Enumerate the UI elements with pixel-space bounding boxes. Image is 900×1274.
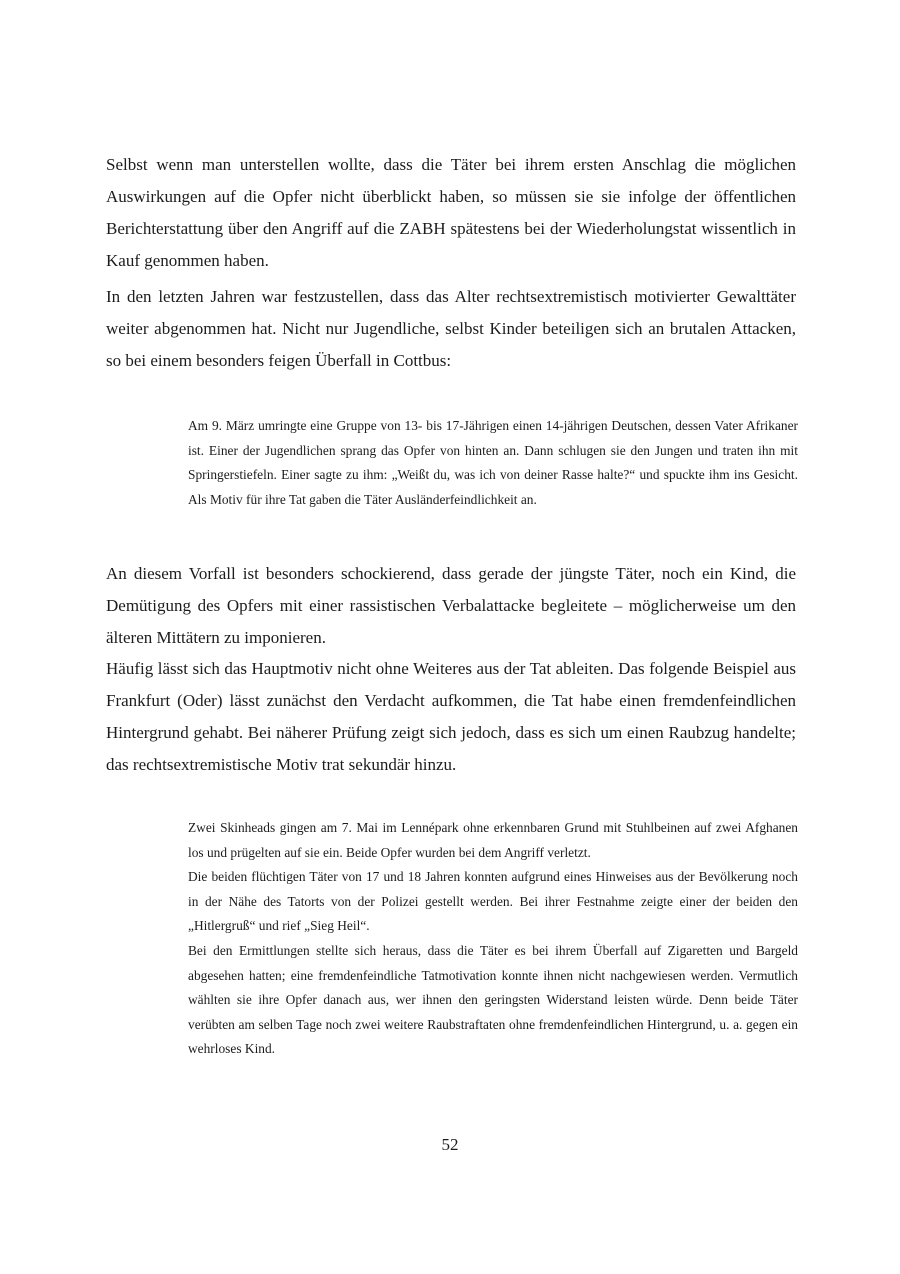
- quote-paragraph: Am 9. März umringte eine Gruppe von 13- bis 17-Jährigen einen 14-jährigen Deutschen, dessen Vater Afrikaner ist. Einer der Jugendlichen sprang das Opfer von hinten an. Dann schlugen sie den Jungen und traten ihn mit Springerstiefeln. Einer sagte zu ihm: „Weißt du, was ich von deiner Rasse halte?“ und spuckte ihm ins Gesicht. Als Motiv für ihre Tat gaben die Täter Ausländerfeindlichkeit an.: [188, 418, 798, 507]
- block-quote: [188, 414, 798, 512]
- quote-paragraph: Zwei Skinheads gingen am 7. Mai im Lennépark ohne erkennbaren Grund mit Stuhlbeinen auf zwei Afghanen los und prügelten auf sie ein. Beide Opfer wurden bei dem Angriff verletzt.: [188, 820, 798, 860]
- quote-paragraph: Die beiden flüchtigen Täter von 17 und 18 Jahren konnten aufgrund eines Hinweises aus der Bevölkerung noch in der Nähe des Tatorts von der Polizei gestellt werden. Bei ihrer Festnahme zeigte einer der beiden den „Hitlergruß“ und rief „Sieg Heil“.: [188, 869, 798, 934]
- quote-paragraph: Bei den Ermittlungen stellte sich heraus, dass die Täter es bei ihrem Überfall auf Zigaretten und Bargeld abgesehen hatten; eine fremdenfeindliche Tatmotivation konnte ihnen nicht nachgewiesen werden. Vermutlich wählten sie ihre Opfer danach aus, wer ihnen den geringsten Widerstand leisten würde. Denn beide Täter verübten am selben Tage noch zwei weitere Raubstraftaten ohne fremdenfeindlichen Hintergrund, u. a. gegen ein wehrloses Kind.: [188, 942, 798, 1057]
- body-paragraph: An diesem Vorfall ist besonders schockierend, dass gerade der jüngste Täter, noch ein Kind, die Demütigung des Opfers mit einer rassistischen Verbalattacke begleitete – möglicherweise um den älteren Mittätern zu imponieren.: [106, 564, 796, 647]
- body-paragraph: Häufig lässt sich das Hauptmotiv nicht ohne Weiteres aus der Tat ableiten. Das folgende Beispiel aus Frankfurt (Oder) lässt zunächst den Verdacht aufkommen, die Tat habe einen fremdenfeindlichen Hintergrund gehabt. Bei näherer Prüfung zeigt sich jedoch, dass es sich um einen Raubzug handelte; das rechtsextremistische Motiv trat sekundär hinzu.: [106, 659, 796, 774]
- block-quote: [188, 816, 798, 1062]
- body-paragraph: Selbst wenn man unterstellen wollte, dass die Täter bei ihrem ersten Anschlag die möglichen Auswirkungen auf die Opfer nicht überblickt haben, so müssen sie sie infolge der öffentlichen Berichterstattung über den Angriff auf die ZABH spätestens bei der Wiederholungstat wissentlich in Kauf genommen haben.: [106, 155, 796, 270]
- body-paragraph: In den letzten Jahren war festzustellen, dass das Alter rechtsextremistisch motivierter Gewalttäter weiter abgenommen hat. Nicht nur Jugendliche, selbst Kinder beteiligen sich an brutalen Attacken, so bei einem besonders feigen Überfall in Cottbus:: [106, 287, 796, 370]
- page-number: 52: [441, 1135, 459, 1154]
